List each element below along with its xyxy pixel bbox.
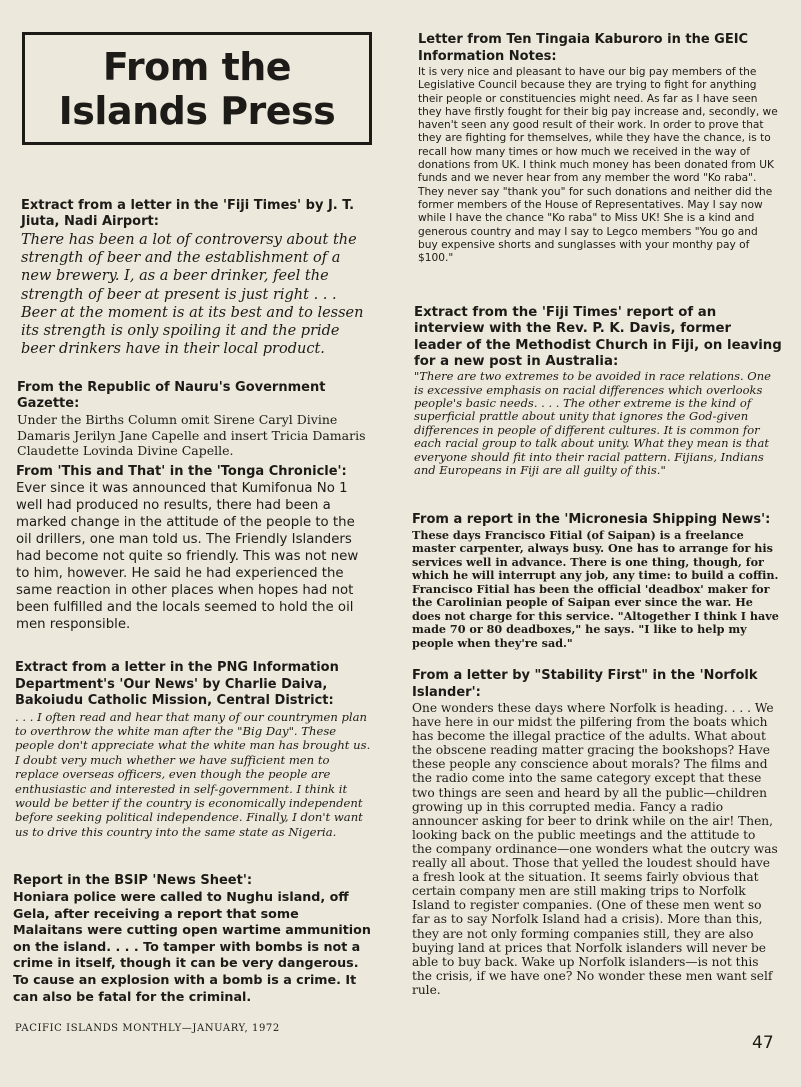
article-body: Honiara police were called to Nughu island, off Gela, after receiving a report that some Malaitans were cutting open wartime ammunition on the island. . . . To tamper with bombs is not a crime in itself, though it can be very dangerous. To cause an explosion with a bomb is a crime. It can also be fatal for the criminal. [13,889,371,1004]
page-title-line-2: Islands Press [58,88,336,133]
article-body: "There are two extremes to be avoided in race relations. One is excessive emphasis on racial differences which overlooks people's basic needs. . . . The other extreme is the kind of superficial prattle about unity that ignores the God-given differences in people of different cultures. It is common for each racial group to talk about unity. What they mean is that everyone should fit into their racial pattern. Fijians, Indians and Europeans in Fiji are all guilty of this." [414,369,771,478]
article-fiji-times-davis [414,305,782,477]
page-title-line-1: From the [102,44,292,89]
article-body: Ever since it was announced that Kumifonua No 1 well had produced no results, there had been a marked change in the attitude of the people to the oil drillers, one man told us. The Friendly Islanders had become not quite so friendly. This was not new to him, however. He said he had experienced the same reaction in other places when hopes had not been fulfilled and the locals seemed to hold the oil men responsible. [16,481,359,632]
article-heading: From a report in the 'Micronesia Shipping News': [412,512,771,527]
article-heading: From 'This and That' in the 'Tonga Chronicle': [16,464,347,479]
article-geic-notes [418,32,780,265]
article-bsip-news-sheet [13,872,371,1005]
article-heading: Extract from a letter in the PNG Information Department's 'Our News' by Charlie Daiva, Bakoiudu Catholic Mission, Central District: [15,660,339,708]
article-heading: Extract from a letter in the 'Fiji Times' by J. T. Jiuta, Nadi Airport: [21,198,355,229]
article-body: These days Francisco Fitial (of Saipan) is a freelance master carpenter, always busy. One has to arrange for his services well in advance. There is one thing, though, for which he will interrupt any job, any time: to build a coffin. Francisco Fitial has been the official 'deadbox' maker for the Carolinian people of Saipan ever since the war. He does not charge for this service. "Altogether I think I have made 70 or 80 deadboxes," he says. "I like to help my people when they're sad." [412,527,779,650]
article-body: There has been a lot of controversy about the strength of beer and the establishment of a new brewery. I, as a beer drinker, feel the strength of beer at present is just right . . . Beer at the moment is at its best and to lessen its strength is only spoiling it and the pride beer drinkers have in their local product. [21,232,364,358]
article-body: One wonders these days where Norfolk is heading. . . . We have here in our midst the pilfering from the boats which has become the illegal practice of the adults. What about the obscene reading matter gracing the bookshops? Have these people any conscience about morals? The films and the radio come into the same category except that these two things are seen and heard by all the public—children growing up in this corrupted media. Fancy a radio announcer asking for beer to drink while on the air! Then, looking back on the public meetings and the attitude to the company ordinance—one wonders what the outcry was really all about. Those that yelled the loudest should have a fresh look at the situation. It seems fairly obvious that certain company men are still making trips to Norfolk Island to register companies. (One of these men went so far as to say Norfolk Island had a crisis). More than this, they are not only forming companies still, they are also buying land at prices that Norfolk islanders will never be able to buy back. Wake up Norfolk islanders—is not this the crisis, if we have one? No wonder these men want self rule. [412,701,778,997]
article-tonga-chronicle [16,463,372,633]
article-body: Under the Births Column omit Sirene Caryl Divine Damaris Jerilyn Jane Capelle and insert Tricia Damaris Claudette Lovinda Divine Capelle. [17,412,366,458]
article-nauru-gazette [17,380,371,459]
article-body: It is very nice and pleasant to have our big pay members of the Legislative Council because they are trying to fight for anything their people or constituencies might need. As far as I have seen they have firstly fought for their big pay increase and, secondly, we haven't seen any good result of their work. In order to prove that they are fighting for themselves, while they have the chance, is to recall how many times or how much we received in the way of donations from UK. I think much money has been donated from UK funds and we never hear from any member the word "Ko raba". They never say "thank you" for such donations and neither did the former members of the House of Representatives. May I say now while I have the chance "Ko raba" to Miss UK! She is a kind and generous country and may I say to Legco members "You go and buy expensive shorts and sunglasses with your monthy pay of $100." [418,66,778,265]
article-png-our-news [15,660,373,839]
article-heading: Report in the BSIP 'News Sheet': [13,873,253,888]
page-number: 47 [752,1033,774,1053]
article-micronesia-shipping [412,512,780,650]
article-heading: Extract from the 'Fiji Times' report of an interview with the Rev. P. K. Davis, former leader of the Methodist Church in Fiji, on leaving for a new post in Australia: [414,305,782,369]
article-heading: From a letter by "Stability First" in the 'Norfolk Islander': [412,668,758,700]
article-norfolk-islander [412,668,778,997]
article-heading: From the Republic of Nauru's Government Gazette: [17,380,326,411]
publication-footer: PACIFIC ISLANDS MONTHLY—JANUARY, 1972 [15,1023,280,1034]
page-title-box [22,32,372,145]
article-body: . . . I often read and hear that many of our countrymen plan to overthrow the white man after the "Big Day". These people don't appreciate what the white man has brought us. I doubt very much whether we have sufficient men to replace overseas officers, even though the people are enthusiastic and interested in self-government. I think it would be better if the country is economically independent before seeking political independence. Finally, I don't want us to drive this country into the same state as Nigeria. [15,709,371,839]
article-heading: Letter from Ten Tingaia Kaburoro in the GEIC Information Notes: [418,32,749,64]
article-fiji-times-letter [21,198,371,358]
